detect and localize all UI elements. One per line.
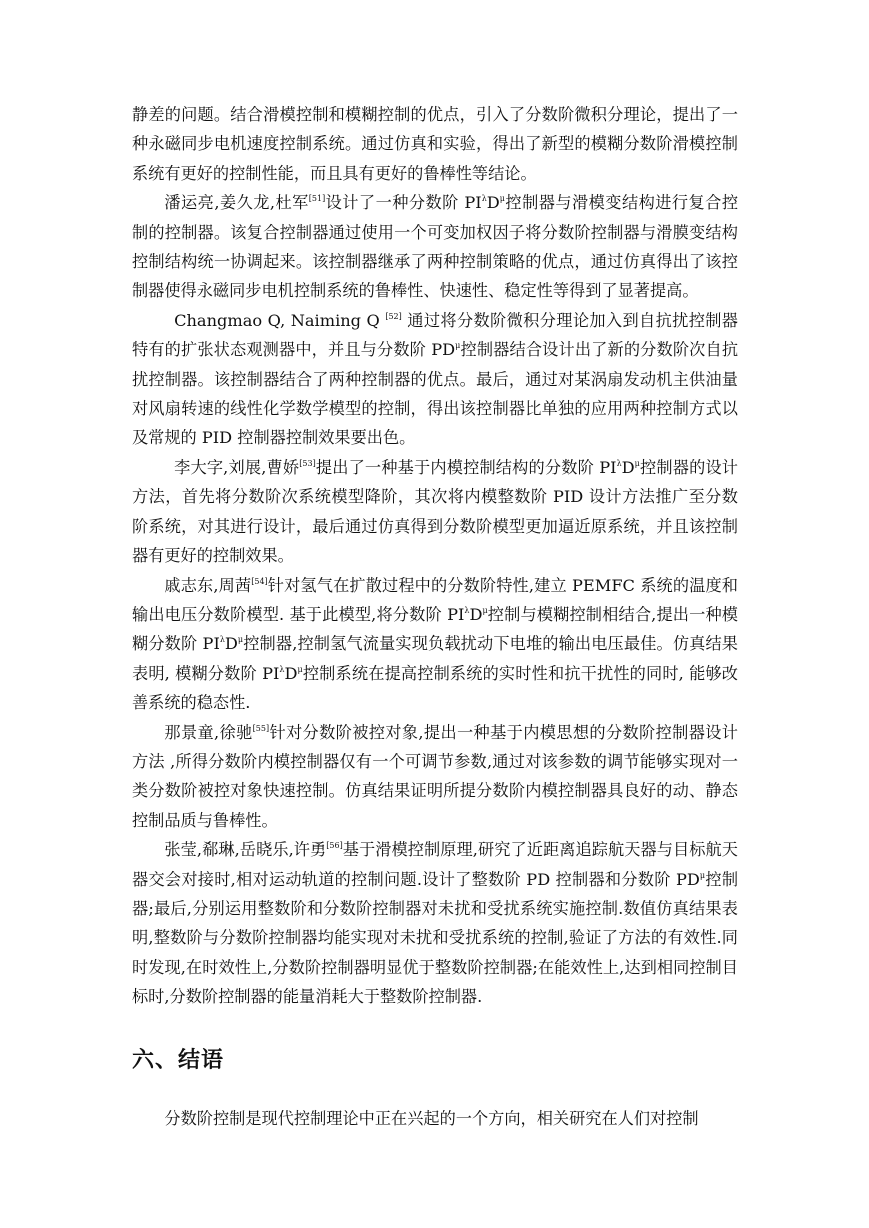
citation-ref[interactable]: [55] (252, 723, 270, 733)
superscript: μ (237, 635, 244, 645)
superscript: λ (464, 605, 470, 615)
body-text: D (224, 634, 238, 654)
superscript: μ (455, 341, 461, 351)
body-text: 控制系统在提高控制系统的实时性和抗干扰性的同时, 能够改善系统的稳态性. (132, 663, 738, 713)
authors: 张莹,郗琳,岳晓乐,许勇 (164, 840, 327, 860)
superscript: λ (219, 635, 225, 645)
body-text: 基于滑模控制原理,研究了近距离追踪航天器与目标航天器交会对接时,相对运动轨道的控制问题.设计了整数阶 PD 控制器和分数阶 PD (132, 840, 738, 889)
paragraph-ref-55 (132, 718, 738, 836)
body-text: 针对分数阶被控对象,提出一种基于内模思想的分数阶控制器设计方法 ,所得分数阶内模控制器仅有一个可调节参数,通过对该参数的调节能够实现对一类分数阶被控对象快速控制。仿真结果证明所提分数阶内模控制器具良好的动、静态控制品质与鲁棒性。 (132, 722, 738, 830)
superscript: λ (279, 664, 285, 674)
paragraph-ref-51 (132, 188, 738, 306)
page-content (132, 100, 738, 1133)
body-text: 控制器;最后,分别运用整数阶和分数阶控制器对未扰和受扰系统实施控制.数值仿真结果表明,整数阶与分数阶控制器均能实现对未扰和受扰系统的控制,验证了方法的有效性.同时发现,在时效性上,分数阶控制器明显优于整数阶控制器;在能效性上,达到相同控制目标时,分数阶控制器的能量消耗大于整数阶控制器. (132, 869, 739, 1007)
body-text: 控制器结合设计出了新的分数阶次自抗扰控制器。该控制器结合了两种控制器的优点。最后，通过对某涡扇发动机主供油量对风扇转速的线性化学数学模型的控制，得出该控制器比单独的应用两种控制方式以及常规的 PID 控制器控制效果要出色。 (132, 340, 739, 448)
paragraph-ref-52 (132, 306, 738, 453)
body-text: 控制器,控制氢气流量实现负载扰动下电堆的输出电压最佳。仿真结果表明, 模糊分数阶 PI (132, 634, 738, 683)
paragraph-ref-56 (132, 835, 738, 1011)
body-text: 针对氢气在扩散过程中的分数阶特性,建立 PEMFC 系统的温度和输出电压分数阶模型. 基于此模型,将分数阶 PI (132, 575, 738, 624)
authors: 戚志东,周茜 (164, 575, 252, 595)
authors: 李大字,刘展,曹娇 (174, 457, 300, 477)
paragraph-conclusion: 分数阶控制是现代控制理论中正在兴起的一个方向，相关研究在人们对控制 (164, 1108, 699, 1128)
superscript: μ (499, 194, 505, 204)
body-text: 控制器的设计方法，首先将分数阶次系统模型降阶，其次将内模整数阶 PID 设计方法推广至分数阶系统，对其进行设计，最后通过仿真得到分数阶模型更加逼近原系统，并且该控制器有更好的控制效果。 (132, 457, 738, 566)
citation-ref[interactable]: [54] (251, 576, 268, 586)
body-text: 控制与模糊控制相结合,提出一种模糊分数阶 PI (132, 604, 738, 654)
body-text: D (469, 604, 483, 624)
paragraph-ref-53 (132, 453, 738, 571)
authors: Changmao Q, Naiming Q (174, 310, 386, 330)
section-heading: 六、结语 (132, 1047, 225, 1073)
authors: 那景童,徐驰 (164, 722, 253, 742)
body-text: 设计了一种分数阶 PI (325, 193, 482, 213)
body-text: D (621, 457, 635, 477)
superscript: μ (699, 870, 706, 880)
citation-ref[interactable]: [51] (308, 194, 326, 204)
body-text: 提出了一种基于内模控制结构的分数阶 PI (315, 457, 617, 477)
superscript: μ (482, 605, 488, 615)
authors: 潘运亮,姜久龙,杜军 (164, 193, 309, 213)
paragraph-continuation: 静差的问题。结合滑模控制和模糊控制的优点，引入了分数阶微积分理论，提出了一种永磁同步电机速度控制系统。通过仿真和实验，得出了新型的模糊分数阶滑模控制系统有更好的控制性能，而且具有更好的鲁棒性等结论。 (132, 105, 738, 183)
superscript: μ (297, 664, 303, 674)
citation-ref[interactable]: [53] (299, 458, 316, 468)
paragraph-ref-54 (132, 571, 738, 718)
body-text: D (284, 663, 298, 683)
superscript: μ (634, 458, 640, 468)
superscript: λ (481, 194, 487, 204)
body-text: D (486, 193, 500, 213)
body-text: 控制器与滑模变结构进行复合控制的控制器。该复合控制器通过使用一个可变加权因子将分数阶控制器与滑膜变结构控制结构统一协调起来。该控制器继承了两种控制策略的优点，通过仿真得出了该控制器使得永磁同步电机控制系统的鲁棒性、快速性、稳定性等得到了显著提高。 (132, 193, 739, 301)
body-text: 通过将分数阶微积分理论加入到自抗扰控制器特有的扩张状态观测器中，并且与分数阶 PD (132, 310, 738, 360)
citation-ref[interactable]: [52] (385, 311, 402, 321)
citation-ref[interactable]: [56] (326, 841, 343, 851)
superscript: λ (616, 458, 622, 468)
